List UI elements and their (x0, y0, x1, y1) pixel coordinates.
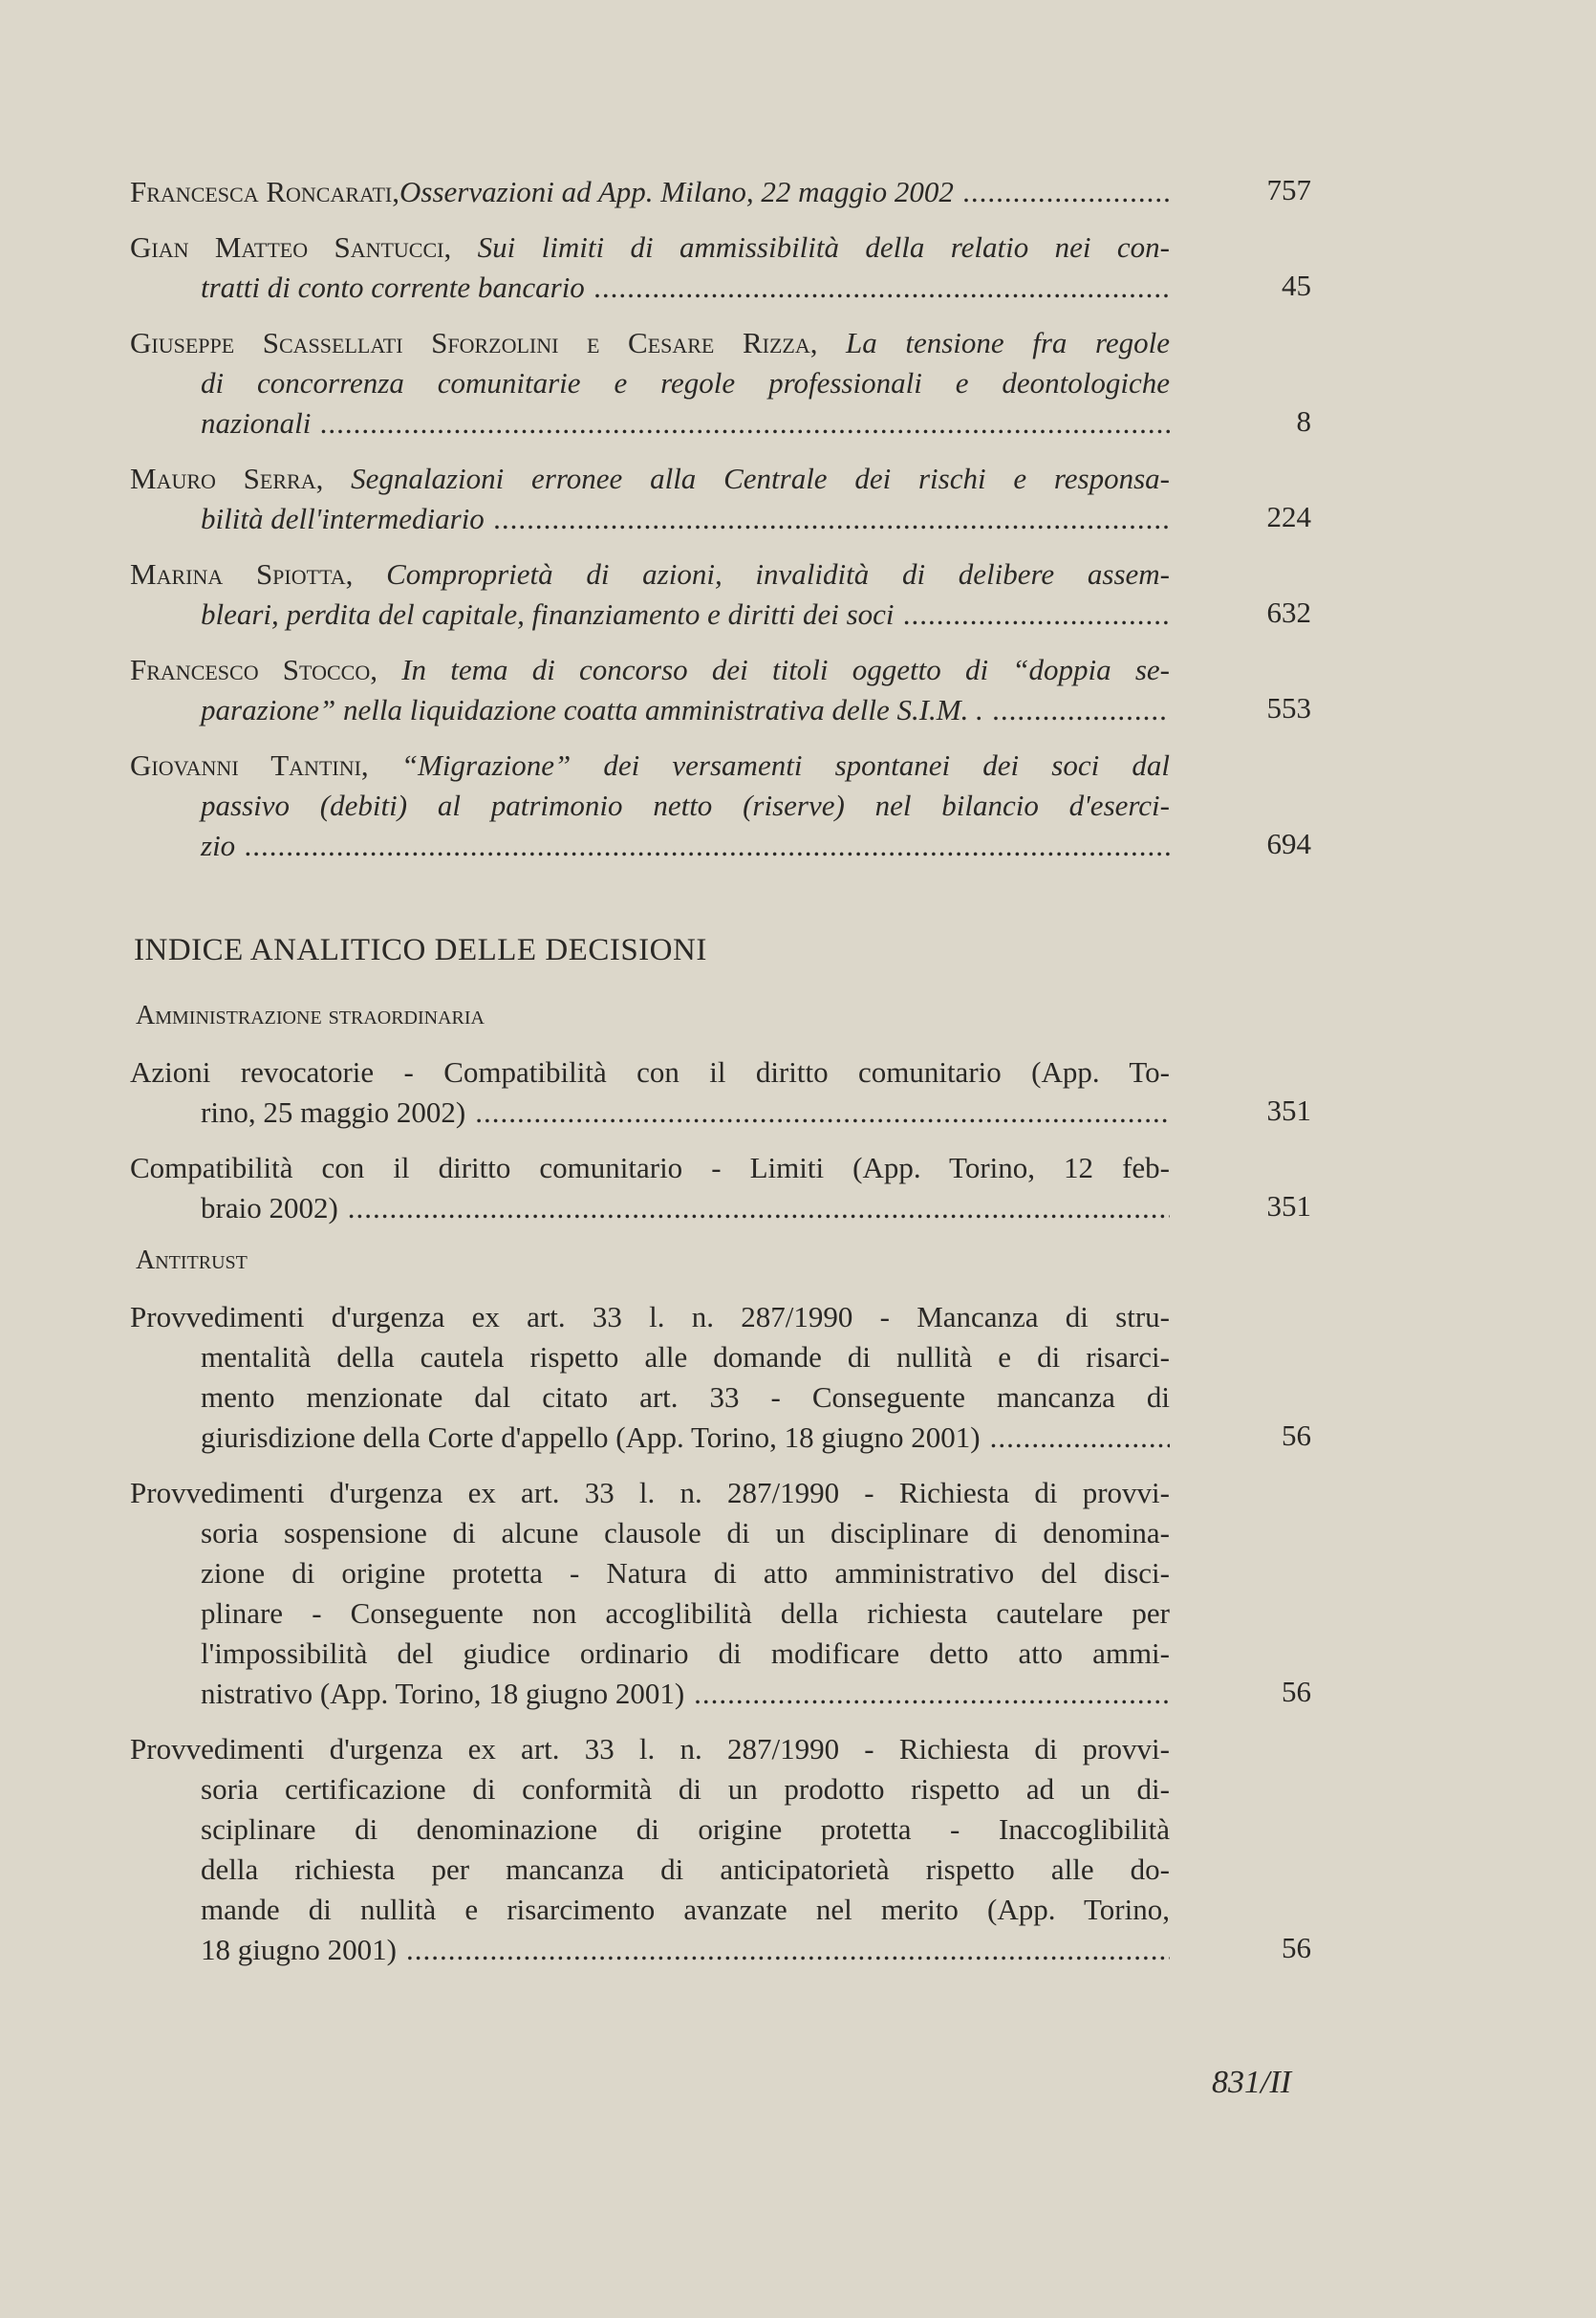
entry-line (130, 1052, 1170, 1093)
subsection-title: Antitrust (136, 1246, 248, 1275)
author-entry (130, 170, 1311, 212)
page-ref: 351 (1266, 1189, 1311, 1223)
decision-entry (130, 1052, 1311, 1133)
index-page (130, 170, 1311, 1985)
separator: , (315, 462, 352, 495)
page-ref: 8 (1296, 404, 1311, 438)
entry-line (130, 1188, 1170, 1228)
line-text: Provvedimenti d'urgenza ex art. 33 l. n. 287/1990 - Richiesta di provvi- (130, 1476, 1170, 1509)
entry-text (130, 323, 1170, 444)
line-text: Sui limiti di ammissibilità della relatio nei con- (477, 230, 1170, 264)
line-text: zio (201, 829, 236, 862)
line-text: soria sospensione di alcune clausole di un disciplinare di denomina- (201, 1516, 1170, 1549)
line-text: Provvedimenti d'urgenza ex art. 33 l. n. 287/1990 - Mancanza di stru- (130, 1300, 1170, 1333)
line-text: mentalità della cautela rispetto alle domande di nullità e di risarci- (201, 1340, 1170, 1374)
line-text: soria certificazione di conformità di un prodotto rispetto ad un di- (201, 1772, 1170, 1806)
dot-leader (235, 826, 1170, 866)
page-ref: 224 (1266, 500, 1311, 533)
entry-text (130, 746, 1170, 866)
line-text: braio 2002) (201, 1191, 338, 1224)
line-text: nazionali (201, 406, 312, 440)
decision-entry (130, 1148, 1311, 1228)
dot-leader (311, 403, 1170, 444)
entry-line (130, 1473, 1170, 1513)
entry-line (130, 227, 1170, 268)
line-text: Azioni revocatorie - Compatibilità con il diritto comunitario (App. To- (130, 1055, 1170, 1089)
entry-line (130, 363, 1170, 403)
entry-line (130, 1674, 1170, 1714)
line-text: sciplinare di denominazione di origine protetta - Inaccoglibilità (201, 1812, 1170, 1846)
separator: , (345, 557, 387, 591)
page-number: 831/II (1212, 2065, 1292, 2100)
separator: , (443, 230, 478, 264)
line-text: Segnalazioni erronee alla Centrale dei rischi e responsa- (351, 462, 1170, 495)
subsection-title: Amministrazione straordinaria (136, 1001, 485, 1030)
entry-line (130, 459, 1170, 499)
line-text: plinare - Conseguente non accoglibilità della richiesta cautelare per (201, 1596, 1170, 1630)
dot-leader (338, 1188, 1170, 1228)
separator: , (360, 748, 401, 782)
authors-index (130, 170, 1311, 866)
line-text: tratti di conto corrente bancario (201, 271, 585, 304)
page-ref: 351 (1266, 1094, 1311, 1127)
dot-leader (485, 499, 1170, 539)
author-entry (130, 459, 1311, 539)
entry-line (130, 1634, 1170, 1674)
entry-text (130, 1729, 1170, 1970)
entry-line (130, 403, 1170, 444)
page-ref: 45 (1282, 269, 1311, 302)
author-name: Marina Spiotta (130, 557, 346, 591)
line-text: di concorrenza comunitarie e regole professionali e deontologiche (201, 366, 1170, 400)
entry-text (130, 172, 1170, 212)
entry-line (130, 1093, 1170, 1133)
line-text: parazione” nella liquidazione coatta amministrativa delle S.I.M. . (201, 693, 983, 726)
line-text: bilità dell'intermediario (201, 502, 485, 535)
decisions-index (130, 1001, 1311, 1970)
entry-text (130, 227, 1170, 308)
dot-leader (585, 268, 1170, 308)
page-ref: 632 (1266, 596, 1311, 629)
separator: , (809, 326, 847, 359)
page-ref: 56 (1282, 1931, 1311, 1964)
entry-line (130, 1930, 1170, 1970)
section-heading: INDICE ANALITICO DELLE DECISIONI (134, 933, 707, 967)
entry-line (130, 1850, 1170, 1890)
entry-line (130, 323, 1170, 363)
dot-leader (684, 1674, 1170, 1714)
entry-line (130, 1297, 1170, 1337)
entry-text (130, 459, 1170, 539)
decision-entry (130, 1297, 1311, 1458)
entry-line (130, 1890, 1170, 1930)
line-text: mento menzionate dal citato art. 33 - Conseguente mancanza di (201, 1380, 1170, 1414)
dot-leader (954, 172, 1170, 212)
author-entry (130, 554, 1311, 635)
entry-line (130, 1809, 1170, 1850)
author-name: Giovanni Tantini (130, 748, 361, 782)
line-text: passivo (debiti) al patrimonio netto (riserve) nel bilancio d'eserci- (201, 789, 1170, 822)
line-text: della richiesta per mancanza di anticipatorietà rispetto alle do- (201, 1852, 1170, 1886)
entry-line (130, 1593, 1170, 1634)
entry-line (130, 1769, 1170, 1809)
separator: , (370, 653, 402, 686)
entry-line (130, 499, 1170, 539)
line-text: In tema di concorso dei titoli oggetto di “doppia se- (401, 653, 1170, 686)
line-text: Compatibilità con il diritto comunitario - Limiti (App. Torino, 12 feb- (130, 1151, 1170, 1184)
entry-line (130, 650, 1170, 690)
line-text: giurisdizione della Corte d'appello (App. Torino, 18 giugno 2001) (201, 1420, 981, 1454)
entry-text (130, 1297, 1170, 1458)
decision-entry (130, 1473, 1311, 1714)
entry-text (130, 650, 1170, 730)
entry-line (130, 1418, 1170, 1458)
page-ref: 757 (1266, 173, 1311, 206)
entry-line (130, 826, 1170, 866)
dot-leader (465, 1093, 1170, 1133)
line-text: Comproprietà di azioni, invalidità di delibere assem- (386, 557, 1170, 591)
dot-leader (895, 595, 1170, 635)
entry-line (130, 1553, 1170, 1593)
author-entry (130, 323, 1311, 444)
line-text: “Migrazione” dei versamenti spontanei dei soci dal (400, 748, 1170, 782)
entry-text (130, 1473, 1170, 1714)
entry-line (130, 595, 1170, 635)
entry-line (130, 1729, 1170, 1769)
line-text: bleari, perdita del capitale, finanziamento e diritti dei soci (201, 597, 895, 631)
line-text: nistrativo (App. Torino, 18 giugno 2001) (201, 1677, 685, 1710)
entry-text (130, 1052, 1170, 1133)
author-name: Francesca Roncarati (130, 175, 393, 208)
entry-line (130, 1337, 1170, 1377)
entry-line (130, 1148, 1170, 1188)
entry-line (130, 554, 1170, 595)
entry-line (130, 1513, 1170, 1553)
author-entry (130, 746, 1311, 866)
page-ref: 553 (1266, 691, 1311, 725)
page-ref: 56 (1282, 1419, 1311, 1452)
line-text: La tensione fra regole (846, 326, 1170, 359)
author-name: Francesco Stocco (130, 653, 371, 686)
line-text: rino, 25 maggio 2002) (201, 1095, 466, 1129)
entry-line (130, 690, 1170, 730)
entry-line (130, 268, 1170, 308)
line-text: zione di origine protetta - Natura di atto amministrativo del disci- (201, 1556, 1170, 1590)
line-text: mande di nullità e risarcimento avanzate nel merito (App. Torino, (201, 1893, 1170, 1926)
dot-leader (397, 1930, 1170, 1970)
author-name: Gian Matteo Santucci (130, 230, 444, 264)
separator: , (392, 175, 400, 208)
line-text: Osservazioni ad App. Milano, 22 maggio 2002 (399, 175, 954, 208)
line-text: Provvedimenti d'urgenza ex art. 33 l. n. 287/1990 - Richiesta di provvi- (130, 1732, 1170, 1766)
line-text: l'impossibilità del giudice ordinario di modificare detto atto ammi- (201, 1636, 1170, 1670)
author-entry (130, 227, 1311, 308)
page-ref: 56 (1282, 1675, 1311, 1708)
entry-line (130, 1377, 1170, 1418)
author-name: Giuseppe Scassellati Sforzolini e Cesare Rizza (130, 326, 810, 359)
entry-text (130, 1148, 1170, 1228)
author-name: Mauro Serra (130, 462, 316, 495)
dot-leader (983, 690, 1170, 730)
page-ref: 694 (1266, 827, 1311, 860)
entry-line (130, 172, 1170, 212)
entry-line (130, 746, 1170, 786)
line-text: 18 giugno 2001) (201, 1933, 397, 1966)
decision-entry (130, 1729, 1311, 1970)
entry-line (130, 786, 1170, 826)
entry-text (130, 554, 1170, 635)
dot-leader (981, 1418, 1170, 1458)
author-entry (130, 650, 1311, 730)
